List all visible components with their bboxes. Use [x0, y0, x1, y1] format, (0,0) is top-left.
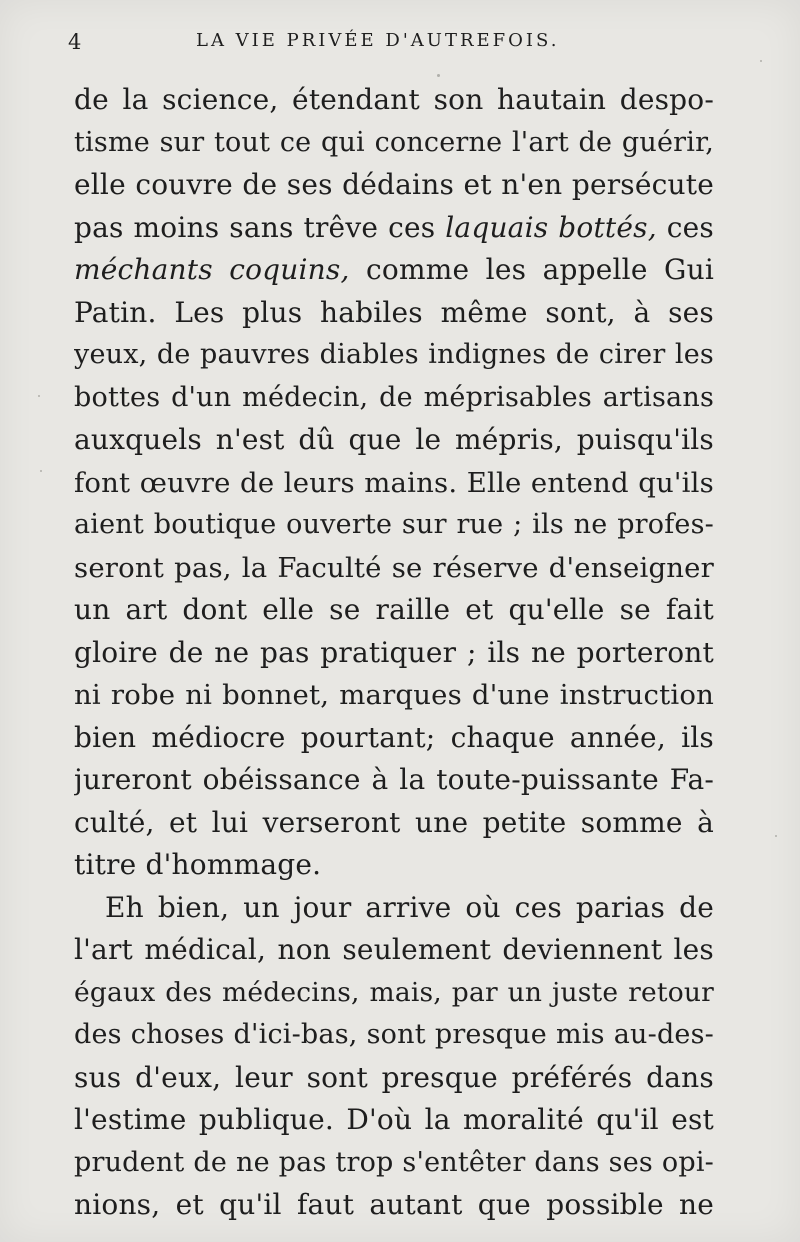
italic-phrase: méchants coquins, [74, 253, 350, 286]
text-line: culté, et lui verseront une petite somme à [74, 805, 714, 839]
text-line: elle couvre de ses dédains et n'en persécute [74, 168, 714, 201]
running-title: LA VIE PRIVÉE D'AUTREFOIS. [196, 30, 560, 51]
text-line: sus d'eux, leur sont presque préférés dans [74, 1060, 714, 1094]
paper-speck [38, 395, 40, 397]
paper-speck [437, 74, 440, 77]
text-line: Patin. Les plus habiles même sont, à ses [74, 295, 714, 329]
text-line: yeux, de pauvres diables indignes de cirer les [74, 339, 714, 370]
paper-speck [775, 835, 777, 837]
text-line: prudent de ne pas trop s'entêter dans ses opi- [74, 1146, 714, 1178]
text-line: nions, et qu'il faut autant que possible ne [74, 1188, 714, 1221]
text-line: l'art médical, non seulement deviennent les [74, 933, 714, 966]
text-line: l'estime publique. D'où la moralité qu'il est [74, 1103, 714, 1136]
text-line: un art dont elle se raille et qu'elle se fait [74, 593, 714, 626]
paragraph-start-line: Eh bien, un jour arrive où ces parias de [105, 890, 714, 924]
page-number: 4 [68, 30, 83, 54]
text-line: bien médiocre pourtant; chaque année, ils [74, 720, 714, 754]
text-line: égaux des médecins, mais, par un juste retour [74, 976, 714, 1008]
text-run: ces [656, 210, 714, 244]
paper-speck [40, 470, 42, 472]
text-line: aient boutique ouverte sur rue ; ils ne profes- [74, 509, 714, 540]
text-line: seront pas, la Faculté se réserve d'enseigner [74, 551, 714, 584]
text-line: jureront obéissance à la toute-puissante Fa- [74, 763, 714, 796]
text-line: de la science, étendant son hautain despo- [74, 83, 714, 116]
text-line: gloire de ne pas pratiquer ; ils ne porteront [74, 635, 714, 669]
paragraph-end-line: titre d'hommage. [74, 848, 322, 881]
text-run: comme les appelle Gui [349, 253, 714, 286]
text-line: ni robe ni bonnet, marques d'une instruction [74, 679, 714, 711]
text-line: bottes d'un médecin, de méprisables artisans [74, 381, 714, 413]
text-run: pas moins sans trêve ces [74, 210, 446, 244]
text-line: auxquels n'est dû que le mépris, puisqu'ils [74, 423, 714, 456]
text-line: font œuvre de leurs mains. Elle entend qu'ils [74, 466, 714, 499]
body-text [74, 79, 714, 1227]
text-line [74, 249, 714, 292]
paper-speck [760, 60, 762, 62]
running-header [0, 30, 800, 54]
text-line: des choses d'ici-bas, sont presque mis au-des- [74, 1019, 714, 1050]
text-line: tisme sur tout ce qui concerne l'art de guérir, [74, 126, 714, 158]
text-line [74, 207, 714, 250]
italic-phrase: laquais bottés, [445, 210, 657, 244]
